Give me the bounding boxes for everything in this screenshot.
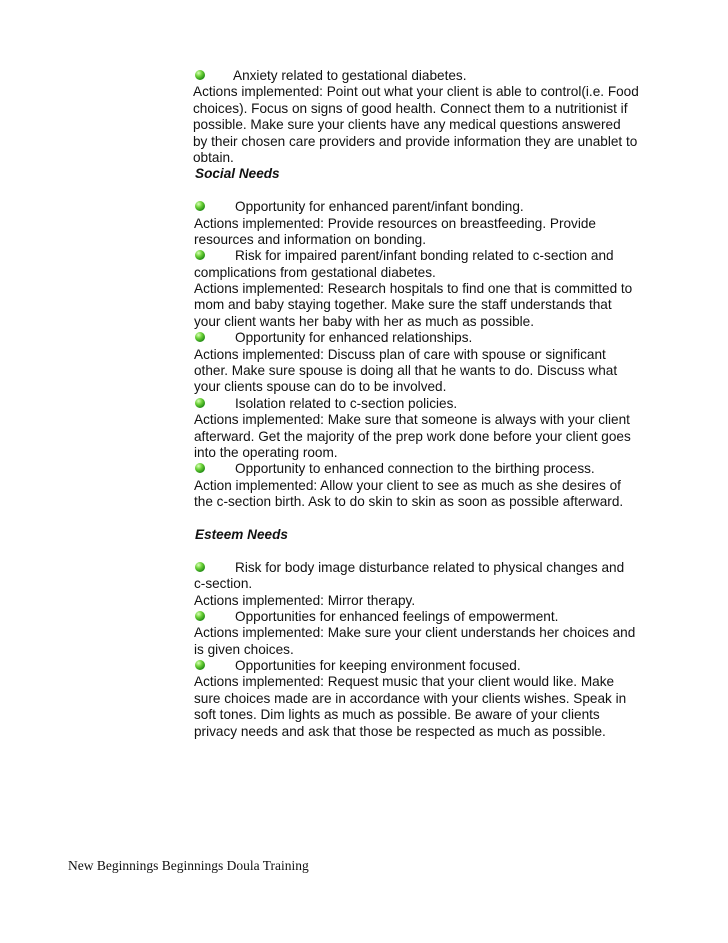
body-line: Actions implemented: Make sure that someone is always with your client (194, 412, 630, 428)
document-body (193, 68, 668, 740)
list-item (193, 248, 668, 264)
list-item (193, 658, 668, 674)
list-item (193, 560, 668, 576)
list-item (193, 461, 668, 477)
body-line: Actions implemented: Provide resources on breastfeeding. Provide (194, 215, 596, 231)
body-line: possible. Make sure your clients have any medical questions answered (193, 117, 621, 133)
body-line: Actions implemented: Request music that your client would like. Make (194, 674, 615, 690)
green-bullet-icon (195, 562, 205, 572)
section-heading-social: Social Needs (195, 166, 280, 182)
body-line: resources and information on bonding. (194, 231, 426, 247)
list-item (193, 199, 668, 215)
bullet-title: Opportunity for enhanced parent/infant bonding. (235, 199, 524, 215)
bullet-title: Opportunities for enhanced feelings of empowerment. (235, 608, 559, 624)
body-line: c-section. (194, 576, 253, 592)
bullet-title: Isolation related to c-section policies. (235, 395, 458, 411)
body-line: obtain. (193, 149, 234, 165)
bullet-title: Opportunity for enhanced relationships. (235, 330, 473, 346)
body-line: Actions implemented: Point out what your client is able to control(i.e. Food (193, 84, 639, 100)
bullet-title: Risk for body image disturbance related to physical changes and (235, 559, 625, 575)
bullet-title: Opportunities for keeping environment focused. (235, 658, 521, 674)
green-bullet-icon (195, 332, 205, 342)
body-line: your clients spouse can do to be involved. (194, 379, 447, 395)
list-item (193, 330, 668, 346)
green-bullet-icon (195, 398, 205, 408)
list-item (193, 396, 668, 412)
body-line: other. Make sure spouse is doing all that he wants to do. Discuss what (194, 363, 618, 379)
green-bullet-icon (195, 611, 205, 621)
body-line: Actions implemented: Mirror therapy. (194, 592, 416, 608)
body-line: Actions implemented: Discuss plan of care with spouse or significant (194, 346, 606, 362)
body-line: mom and baby staying together. Make sure the staff understands that (194, 297, 612, 313)
body-line: sure choices made are in accordance with your clients wishes. Speak in (194, 690, 627, 706)
section-heading-esteem: Esteem Needs (195, 526, 288, 542)
body-line: by their chosen care providers and provide information they are unablet to (193, 133, 638, 149)
green-bullet-icon (195, 660, 205, 670)
body-line: your client wants her baby with her as much as possible. (194, 313, 535, 329)
body-line: the c-section birth. Ask to do skin to skin as soon as possible afterward. (194, 494, 624, 510)
body-line: is given choices. (194, 641, 294, 657)
bullet-title: Opportunity to enhanced connection to the birthing process. (235, 461, 595, 477)
body-line: Actions implemented: Make sure your client understands her choices and (194, 625, 636, 641)
list-item (193, 68, 668, 84)
bullet-title: Risk for impaired parent/infant bonding related to c-section and (235, 248, 614, 264)
body-line: Actions implemented: Research hospitals to find one that is committed to (194, 281, 633, 297)
body-line: privacy needs and ask that those be respected as much as possible. (194, 723, 606, 739)
green-bullet-icon (195, 70, 205, 80)
body-line: complications from gestational diabetes. (194, 264, 436, 280)
list-item (193, 609, 668, 625)
body-line: choices). Focus on signs of good health. Connect them to a nutritionist if (193, 100, 628, 116)
body-line: Action implemented: Allow your client to see as much as she desires of (194, 477, 621, 493)
page-footer: New Beginnings Beginnings Doula Training (68, 858, 309, 873)
body-line: afterward. Get the majority of the prep work done before your client goes (194, 428, 631, 444)
green-bullet-icon (195, 201, 205, 211)
green-bullet-icon (195, 463, 205, 473)
body-line: soft tones. Dim lights as much as possible. Be aware of your clients (194, 707, 600, 723)
body-line: into the operating room. (194, 444, 338, 460)
green-bullet-icon (195, 250, 205, 260)
bullet-title: Anxiety related to gestational diabetes. (233, 68, 467, 83)
